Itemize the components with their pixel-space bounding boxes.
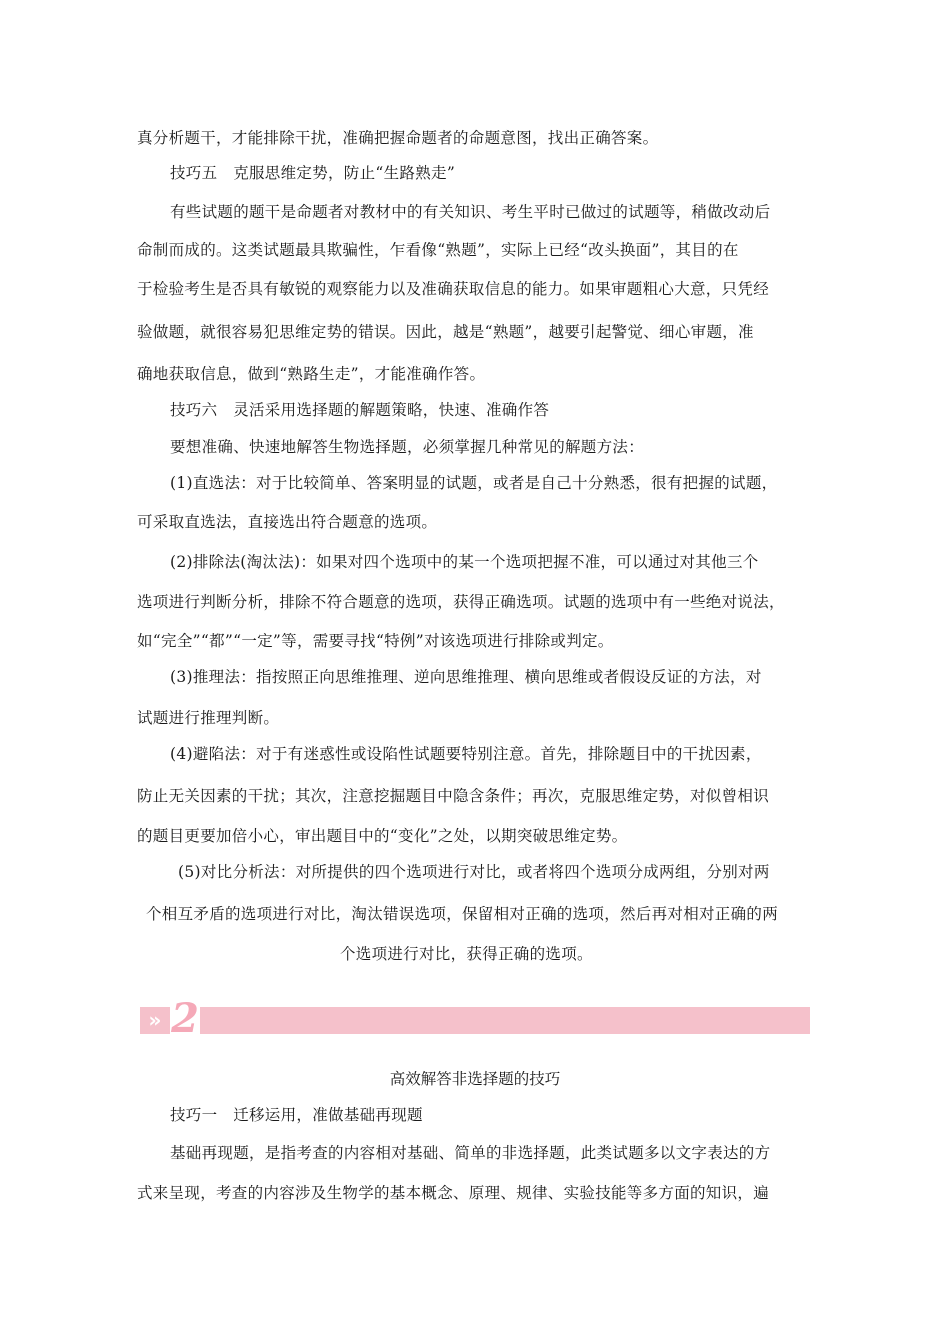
paragraph-line: 基础再现题，是指考查的内容相对基础、简单的非选择题，此类试题多以文字表达的方 — [170, 1144, 771, 1162]
banner-bar — [200, 1007, 810, 1034]
paragraph-line: 于检验考生是否具有敏锐的观察能力以及准确获取信息的能力。如果审题粗心大意，只凭经 — [137, 280, 770, 298]
paragraph-line: 要想准确、快速地解答生物选择题，必须掌握几种常见的解题方法： — [170, 438, 645, 456]
paragraph-line: 如“完全”“都”“一定”等，需要寻找“特例”对该选项进行排除或判定。 — [137, 632, 614, 650]
paragraph-line: 确地获取信息，做到“熟路生走”，才能准确作答。 — [137, 365, 486, 383]
paragraph-line: 试题进行推理判断。 — [137, 709, 280, 727]
method-item: (4)避陷法：对于有迷惑性或设陷性试题要特别注意。首先，排除题目中的干扰因素， — [170, 745, 762, 763]
paragraph-line: 可采取直选法，直接选出符合题意的选项。 — [137, 513, 438, 531]
section-number: 2 — [171, 995, 199, 1042]
paragraph-line: 的题目更要加倍小心，审出题目中的“变化”之处，以期突破思维定势。 — [137, 827, 628, 845]
section-banner — [140, 995, 810, 1042]
paragraph-line: 防止无关因素的干扰；其次，注意挖掘题目中隐含条件；再次，克服思维定势，对似曾相识 — [137, 787, 770, 805]
section-title: 高效解答非选择题的技巧 — [389, 1070, 561, 1088]
method-item: (5)对比分析法：对所提供的四个选项进行对比，或者将四个选项分成两组，分别对两 — [178, 863, 770, 881]
paragraph-line: 式来呈现，考查的内容涉及生物学的基本概念、原理、规律、实验技能等多方面的知识，遍 — [137, 1184, 770, 1202]
method-item: (3)推理法：指按照正向思维推理、逆向思维推理、横向思维或者假设反证的方法，对 — [170, 668, 762, 686]
paragraph-line: 验做题，就很容易犯思维定势的错误。因此，越是“熟题”，越要引起警觉、细心审题，准 — [137, 323, 754, 341]
paragraph-line: 个相互矛盾的选项进行对比，淘汰错误选项，保留相对正确的选项，然后再对相对正确的两 — [146, 905, 779, 923]
chevron-icon: » — [140, 1007, 170, 1034]
tip-heading: 技巧六 灵活采用选择题的解题策略，快速、准确作答 — [170, 401, 550, 419]
method-item: (1)直选法：对于比较简单、答案明显的试题，或者是自己十分熟悉，很有把握的试题， — [170, 474, 778, 492]
tip-heading: 技巧五 克服思维定势，防止“生路熟走” — [170, 164, 456, 182]
paragraph-line: 个选项进行对比，获得正确的选项。 — [340, 945, 593, 963]
paragraph-line: 真分析题干，才能排除干扰，准确把握命题者的命题意图，找出正确答案。 — [137, 129, 659, 147]
paragraph-line: 命制而成的。这类试题最具欺骗性，乍看像“熟题”，实际上已经“改头换面”，其目的在 — [137, 241, 739, 259]
method-item: (2)排除法(淘汰法)：如果对四个选项中的某一个选项把握不准，可以通过对其他三个 — [170, 553, 759, 571]
paragraph-line: 有些试题的题干是命题者对教材中的有关知识、考生平时已做过的试题等，稍做改动后 — [170, 203, 771, 221]
tip-heading: 技巧一 迁移运用，准做基础再现题 — [170, 1106, 423, 1124]
paragraph-line: 选项进行判断分析，排除不符合题意的选项，获得正确选项。试题的选项中有一些绝对说法， — [137, 593, 785, 611]
